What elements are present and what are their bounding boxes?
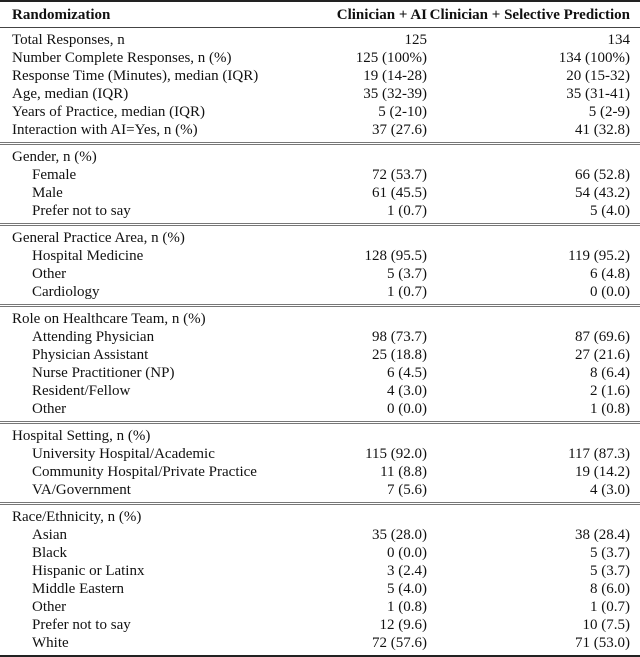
table-row <box>0 364 640 382</box>
value-clinician-selective-prediction: 71 (53.0) <box>575 635 630 651</box>
value-clinician-ai: 35 (32-39) <box>363 86 427 102</box>
table-row <box>0 346 640 364</box>
row-label: Attending Physician <box>32 329 155 345</box>
value-clinician-ai: 35 (28.0) <box>372 527 427 543</box>
value-clinician-selective-prediction: 87 (69.6) <box>575 329 630 345</box>
value-clinician-selective-prediction: 2 (1.6) <box>590 383 630 399</box>
table-section <box>0 306 640 423</box>
row-label: Years of Practice, median (IQR) <box>12 104 206 120</box>
value-clinician-selective-prediction: 10 (7.5) <box>582 617 630 633</box>
value-clinician-selective-prediction: 5 (2-9) <box>588 104 630 120</box>
value-clinician-ai: 1 (0.7) <box>387 203 427 219</box>
table-row <box>0 445 640 463</box>
row-label: Total Responses, n <box>12 32 125 48</box>
table-row <box>0 616 640 634</box>
value-clinician-ai: 5 (2-10) <box>378 104 427 120</box>
table-row <box>0 382 640 400</box>
value-clinician-selective-prediction: 66 (52.8) <box>575 167 630 183</box>
row-label: Prefer not to say <box>32 617 131 633</box>
section-title-row <box>0 306 640 329</box>
value-clinician-ai: 11 (8.8) <box>380 464 427 480</box>
value-clinician-selective-prediction: 19 (14.2) <box>575 464 630 480</box>
table-row <box>0 28 640 50</box>
value-clinician-ai: 128 (95.5) <box>364 248 427 264</box>
value-clinician-selective-prediction: 38 (28.4) <box>575 527 630 543</box>
row-label: Middle Eastern <box>32 581 125 597</box>
value-clinician-selective-prediction: 5 (3.7) <box>590 563 630 579</box>
section-title-row <box>0 225 640 248</box>
table-row <box>0 328 640 346</box>
value-clinician-selective-prediction: 5 (3.7) <box>590 545 630 561</box>
value-clinician-ai: 5 (4.0) <box>387 581 427 597</box>
section-title-row <box>0 144 640 167</box>
value-clinician-selective-prediction: 117 (87.3) <box>568 446 630 462</box>
section-title: General Practice Area, n (%) <box>12 230 185 246</box>
row-label: White <box>32 635 69 651</box>
value-clinician-ai: 6 (4.5) <box>387 365 427 381</box>
row-label: VA/Government <box>32 482 131 498</box>
value-clinician-selective-prediction: 27 (21.6) <box>575 347 630 363</box>
table-row <box>0 580 640 598</box>
table-row <box>0 121 640 144</box>
section-title: Role on Healthcare Team, n (%) <box>12 311 206 327</box>
table-row <box>0 400 640 423</box>
value-clinician-ai: 4 (3.0) <box>387 383 427 399</box>
table-row <box>0 283 640 306</box>
table-row <box>0 202 640 225</box>
table-row <box>0 634 640 656</box>
value-clinician-ai: 115 (92.0) <box>365 446 427 462</box>
value-clinician-ai: 5 (3.7) <box>387 266 427 282</box>
section-title: Hospital Setting, n (%) <box>12 428 151 444</box>
table-row <box>0 526 640 544</box>
value-clinician-selective-prediction: 1 (0.7) <box>590 599 630 615</box>
row-label: Other <box>32 599 67 615</box>
value-clinician-ai: 7 (5.6) <box>387 482 427 498</box>
value-clinician-selective-prediction: 4 (3.0) <box>590 482 630 498</box>
value-clinician-ai: 72 (57.6) <box>372 635 427 651</box>
value-clinician-ai: 12 (9.6) <box>379 617 427 633</box>
row-label: Black <box>32 545 67 561</box>
section-title: Gender, n (%) <box>12 149 97 165</box>
value-clinician-ai: 98 (73.7) <box>372 329 427 345</box>
value-clinician-ai: 1 (0.7) <box>387 284 427 300</box>
row-label: Resident/Fellow <box>32 383 131 399</box>
value-clinician-ai: 0 (0.0) <box>387 401 427 417</box>
table-row <box>0 103 640 121</box>
table-row <box>0 85 640 103</box>
header-clinician-ai: Clinician + AI <box>332 1 427 28</box>
table-row <box>0 247 640 265</box>
row-label: Interaction with AI=Yes, n (%) <box>12 122 198 138</box>
table-row <box>0 481 640 504</box>
table-row <box>0 463 640 481</box>
value-clinician-ai: 125 <box>404 32 427 48</box>
value-clinician-ai: 19 (14-28) <box>363 68 427 84</box>
table-row <box>0 598 640 616</box>
value-clinician-selective-prediction: 0 (0.0) <box>590 284 630 300</box>
table-section <box>0 504 640 657</box>
row-label: Other <box>32 266 67 282</box>
value-clinician-selective-prediction: 54 (43.2) <box>575 185 630 201</box>
row-label: Physician Assistant <box>32 347 149 363</box>
value-clinician-ai: 25 (18.8) <box>372 347 427 363</box>
value-clinician-selective-prediction: 41 (32.8) <box>575 122 630 138</box>
table-row <box>0 562 640 580</box>
value-clinician-selective-prediction: 134 <box>607 32 630 48</box>
table-section <box>0 28 640 144</box>
value-clinician-ai: 61 (45.5) <box>372 185 427 201</box>
row-label: Nurse Practitioner (NP) <box>32 365 175 381</box>
header-clinician-selective-prediction: Clinician + Selective Prediction <box>427 1 640 28</box>
value-clinician-selective-prediction: 8 (6.0) <box>590 581 630 597</box>
value-clinician-selective-prediction: 134 (100%) <box>558 50 630 66</box>
value-clinician-ai: 0 (0.0) <box>387 545 427 561</box>
section-title-row <box>0 504 640 527</box>
table-section <box>0 144 640 225</box>
value-clinician-ai: 37 (27.6) <box>372 122 427 138</box>
value-clinician-selective-prediction: 119 (95.2) <box>568 248 630 264</box>
row-label: Community Hospital/Private Practice <box>32 464 257 480</box>
value-clinician-selective-prediction: 20 (15-32) <box>566 68 630 84</box>
table-row <box>0 184 640 202</box>
value-clinician-selective-prediction: 8 (6.4) <box>590 365 630 381</box>
section-title-row <box>0 423 640 446</box>
table-row <box>0 265 640 283</box>
table-header <box>0 1 640 28</box>
table-row <box>0 544 640 562</box>
value-clinician-ai: 3 (2.4) <box>387 563 427 579</box>
table-section <box>0 423 640 504</box>
row-label: Age, median (IQR) <box>12 86 129 102</box>
value-clinician-ai: 125 (100%) <box>355 50 427 66</box>
table-row <box>0 49 640 67</box>
row-label: Cardiology <box>32 284 100 300</box>
value-clinician-selective-prediction: 1 (0.8) <box>590 401 630 417</box>
table-row <box>0 67 640 85</box>
value-clinician-selective-prediction: 5 (4.0) <box>590 203 630 219</box>
table-row <box>0 166 640 184</box>
row-label: University Hospital/Academic <box>32 446 215 462</box>
row-label: Hospital Medicine <box>32 248 144 264</box>
value-clinician-selective-prediction: 6 (4.8) <box>590 266 630 282</box>
row-label: Male <box>32 185 63 201</box>
row-label: Hispanic or Latinx <box>32 563 145 579</box>
row-label: Number Complete Responses, n (%) <box>12 50 232 66</box>
row-label: Asian <box>32 527 67 543</box>
section-title: Race/Ethnicity, n (%) <box>12 509 142 525</box>
header-randomization: Randomization <box>0 1 332 28</box>
row-label: Response Time (Minutes), median (IQR) <box>12 68 259 84</box>
table-section <box>0 225 640 306</box>
row-label: Other <box>32 401 67 417</box>
value-clinician-selective-prediction: 35 (31-41) <box>566 86 630 102</box>
value-clinician-ai: 1 (0.8) <box>387 599 427 615</box>
row-label: Prefer not to say <box>32 203 131 219</box>
value-clinician-ai: 72 (53.7) <box>372 167 427 183</box>
header-row <box>0 1 640 28</box>
row-label: Female <box>32 167 77 183</box>
